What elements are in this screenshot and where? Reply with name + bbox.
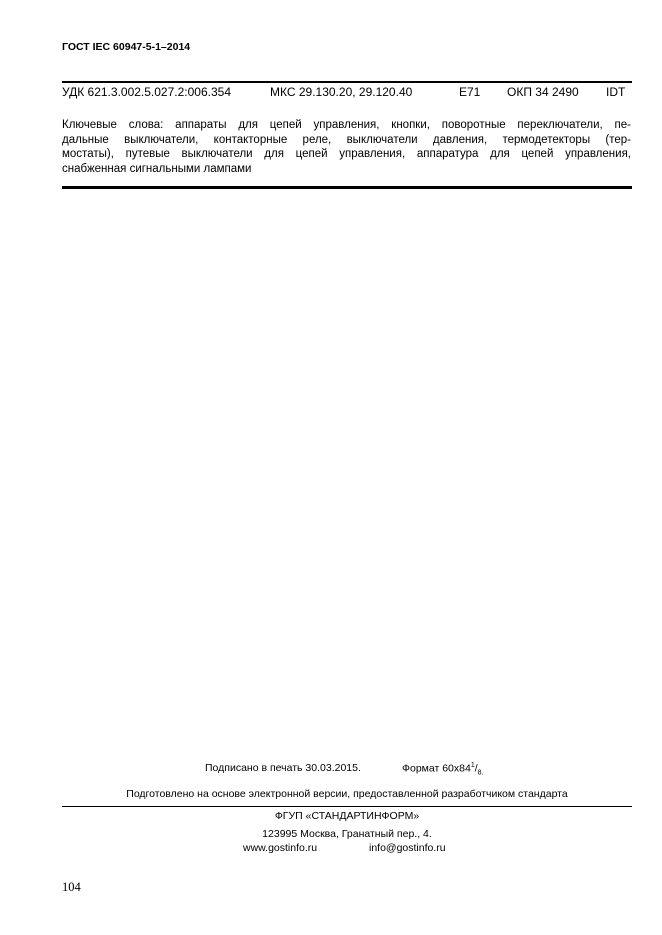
keywords-line: снабженная сигнальными лампами bbox=[62, 162, 252, 175]
udk-code: УДК 621.3.002.5.027.2:006.354 bbox=[62, 85, 232, 99]
imprint-divider bbox=[62, 806, 632, 807]
page-number: 104 bbox=[62, 880, 81, 894]
document-code-header: ГОСТ IEC 60947-5-1–2014 bbox=[62, 41, 191, 53]
keywords-divider bbox=[62, 186, 632, 189]
print-format: Формат $60x84^1/_{8.}$ bbox=[402, 762, 484, 777]
idt-mark: IDT bbox=[606, 85, 626, 99]
okp-code: ОКП 34 2490 bbox=[507, 85, 579, 99]
keywords-line: дальные выключатели, контакторные реле, выключатели давления, термодетекторы (тер- bbox=[62, 133, 631, 146]
keywords-line: мостаты), путевые выключатели для цепей управления, аппаратура для цепей управления, bbox=[62, 148, 631, 160]
publisher-email[interactable]: info@gostinfo.ru bbox=[369, 842, 446, 854]
prepared-note: Подготовлено на основе электронной версии, предоставленной разработчиком стандарта bbox=[126, 788, 568, 800]
publisher-website[interactable]: www.gostinfo.ru bbox=[243, 842, 318, 854]
publisher-name: ФГУП «СТАНДАРТИНФОРМ» bbox=[274, 810, 420, 822]
mks-code: МКС 29.130.20, 29.120.40 bbox=[270, 85, 413, 99]
publisher-address: 123995 Москва, Гранатный пер., 4. bbox=[262, 828, 432, 840]
e-code: Е71 bbox=[459, 85, 481, 99]
keywords-paragraph bbox=[62, 118, 631, 176]
signed-date: Подписано в печать 30.03.2015. bbox=[205, 762, 361, 774]
top-divider bbox=[62, 81, 632, 83]
keywords-line: Ключевые слова: аппараты для цепей управления, кнопки, поворотные переключатели, пе- bbox=[62, 119, 631, 131]
